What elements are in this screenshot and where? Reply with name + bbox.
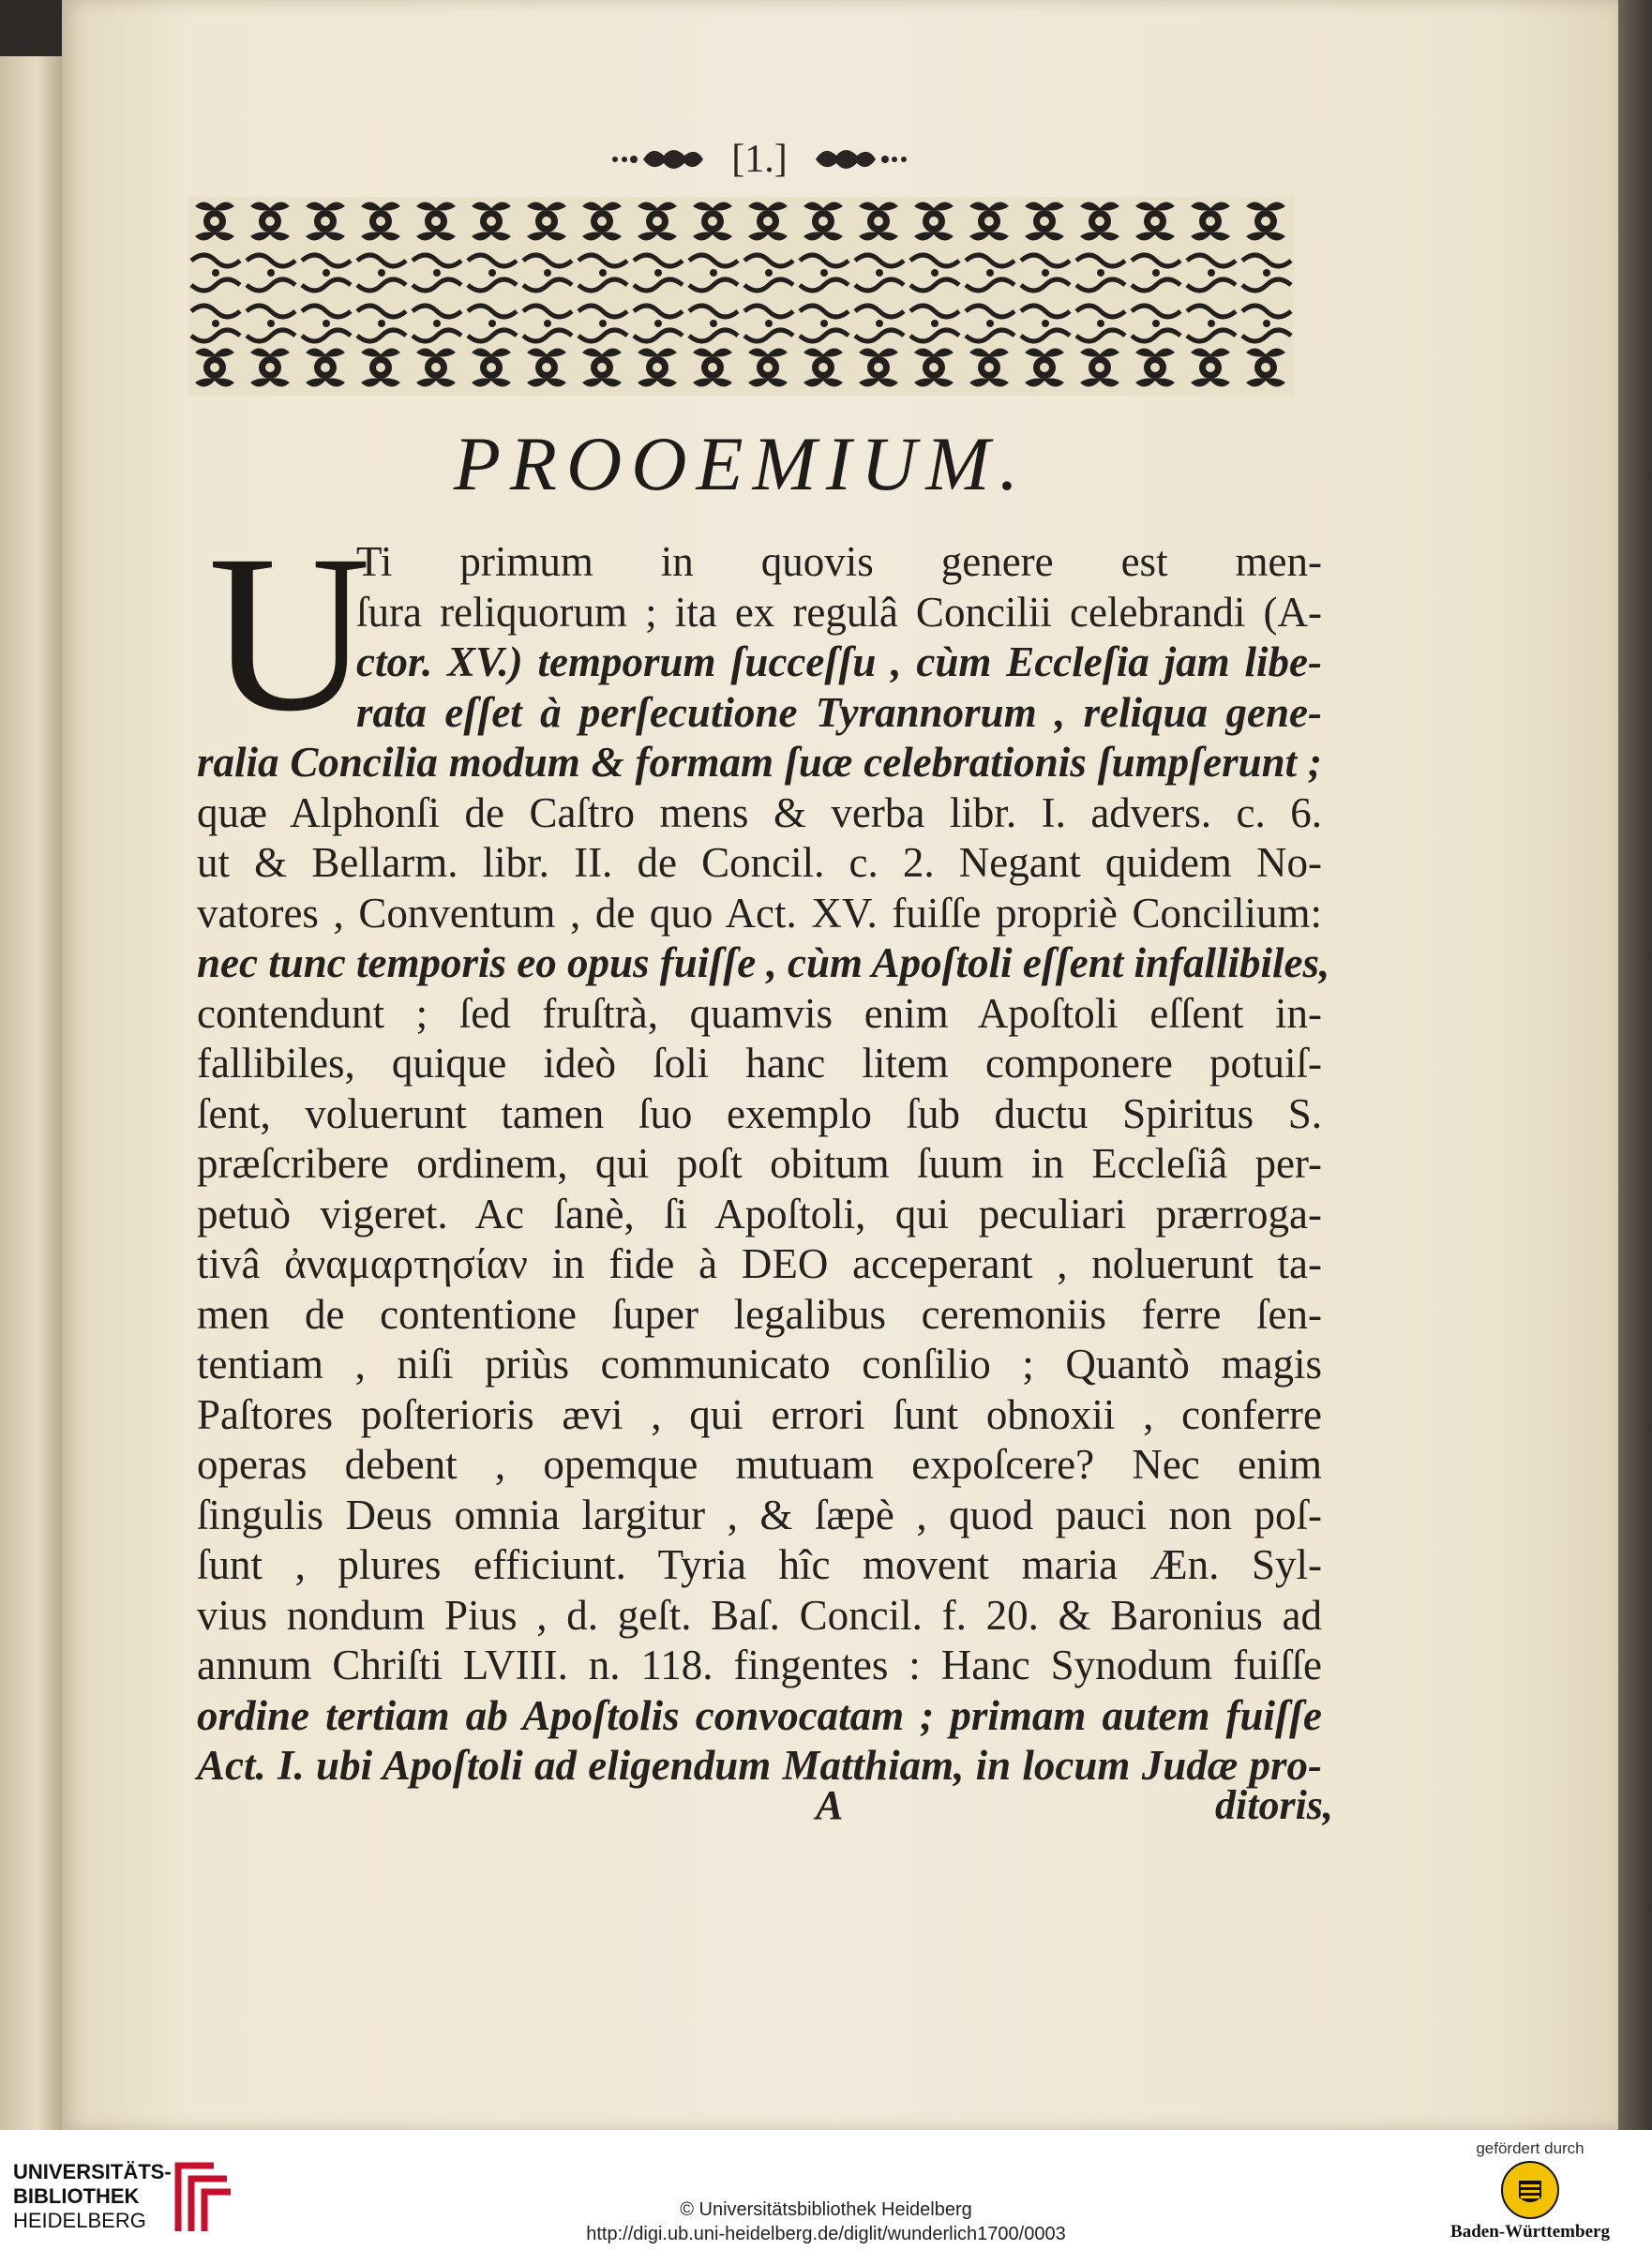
sponsor-label: gefördert durch [1476,2139,1584,2157]
text-line: petuò vigeret. Ac ſanè, ſi Apoſtoli, qui peculiari prærroga- [197,1190,1322,1238]
library-name-line3: HEIDELBERG [13,2209,146,2232]
decorative-headpiece [188,197,1294,396]
text-line: ſent, voluerunt tamen ſuo exemplo ſub ductu Spiritus S. [197,1089,1322,1137]
page-header [600,131,919,188]
text-line: rata eſſet à perſecutione Tyrannorum , reliqua gene- [356,688,1322,736]
permalink[interactable]: http://digi.ub.uni-heidelberg.de/diglit/wunderlich1700/0003 [586,2224,1066,2244]
text-line: ordine tertiam ab Apoſtolis convocatam ; primam autem fuiſſe [197,1691,1322,1739]
text-line: ralia Concilia modum & formam ſuæ celebrationis ſumpſerunt ; [197,739,1322,786]
text-line: vatores , Conventum , de quo Act. XV. fuiſſe propriè Concilium: [197,889,1322,937]
text-line: men de contentione ſuper legalibus ceremoniis ferre ſen- [197,1290,1322,1338]
header-ornament-left-icon [606,141,718,178]
drop-cap: U [208,508,371,758]
text-line: ctor. XV.) temporum ſucceſſu , cùm Eccleſia jam libe- [356,638,1322,685]
text-line: ſura reliquorum ; ita ex regulâ Concilii celebrandi (A- [356,588,1322,636]
page-number: [1.] [731,138,788,181]
sponsor-name: Baden-Württemberg [1450,2222,1610,2242]
text-line: Paſtores poſterioris ævi , qui errori ſunt obnoxii , conferre [197,1390,1322,1438]
page-title: PROOEMIUM. [453,421,1029,506]
text-line: Act. I. ubi Apoſtoli ad eligendum Matthiam, in locum Judæ pro- [197,1742,1322,1789]
text-line: operas debent , opemque mutuam expoſcere? Nec enim [197,1441,1322,1488]
library-logo-icon [173,2152,234,2235]
text-line: vius nondum Pius , d. geſt. Baſ. Concil. f. 20. & Baronius ad [197,1591,1322,1639]
text-line: ſingulis Deus omnia largitur , & ſæpè , quod pauci non poſ- [197,1491,1322,1538]
library-name-line1: UNIVERSITÄTS- [13,2160,172,2183]
text-line: Ti primum in quovis genere est men- [356,538,1322,585]
text-line: tivâ ἀναμαρτησίαν in fide à DEO acceperant , noluerunt ta- [197,1240,1322,1287]
facing-page-edge [0,56,62,2130]
text-line: contendunt ; ſed fruſtrà, quamvis enim Apoſtoli eſſent in- [197,989,1322,1037]
text-line: nec tunc temporis eo opus fuiſſe , cùm Apoſtoli eſſent infallibiles, [197,939,1330,986]
book-edge [1618,0,1652,2130]
coat-of-arms-icon[interactable] [1500,2160,1560,2220]
text-line: quæ Alphonſi de Caſtro mens & verba libr. I. advers. c. 6. [197,788,1322,836]
body-text [197,508,1330,1828]
copyright-notice: © Universitätsbibliothek Heidelberg [680,2199,972,2220]
text-line: præſcribere ordinem, qui poſt obitum ſuum in Eccleſiâ per- [197,1140,1322,1187]
text-line: fallibiles, quique ideò ſoli hanc litem componere potuiſ- [197,1040,1322,1087]
catchword: ditoris, [1215,1782,1333,1828]
text-line: annum Chriſti LVIII. n. 118. fingentes : Hanc Synodum fuiſſe [197,1642,1322,1688]
text-line: ſunt , plures efficiunt. Tyria hîc movent maria Æn. Syl- [197,1541,1322,1588]
library-name-line2: BIBLIOTHEK [13,2184,140,2208]
signature-mark: A [816,1782,844,1828]
text-line: tentiam , niſi priùs communicato conſilio ; Quantò magis [197,1341,1322,1388]
header-ornament-right-icon [801,141,913,178]
text-line: ut & Bellarm. libr. II. de Concil. c. 2. Negant quidem No- [197,839,1322,886]
library-logo[interactable] [13,2143,248,2246]
